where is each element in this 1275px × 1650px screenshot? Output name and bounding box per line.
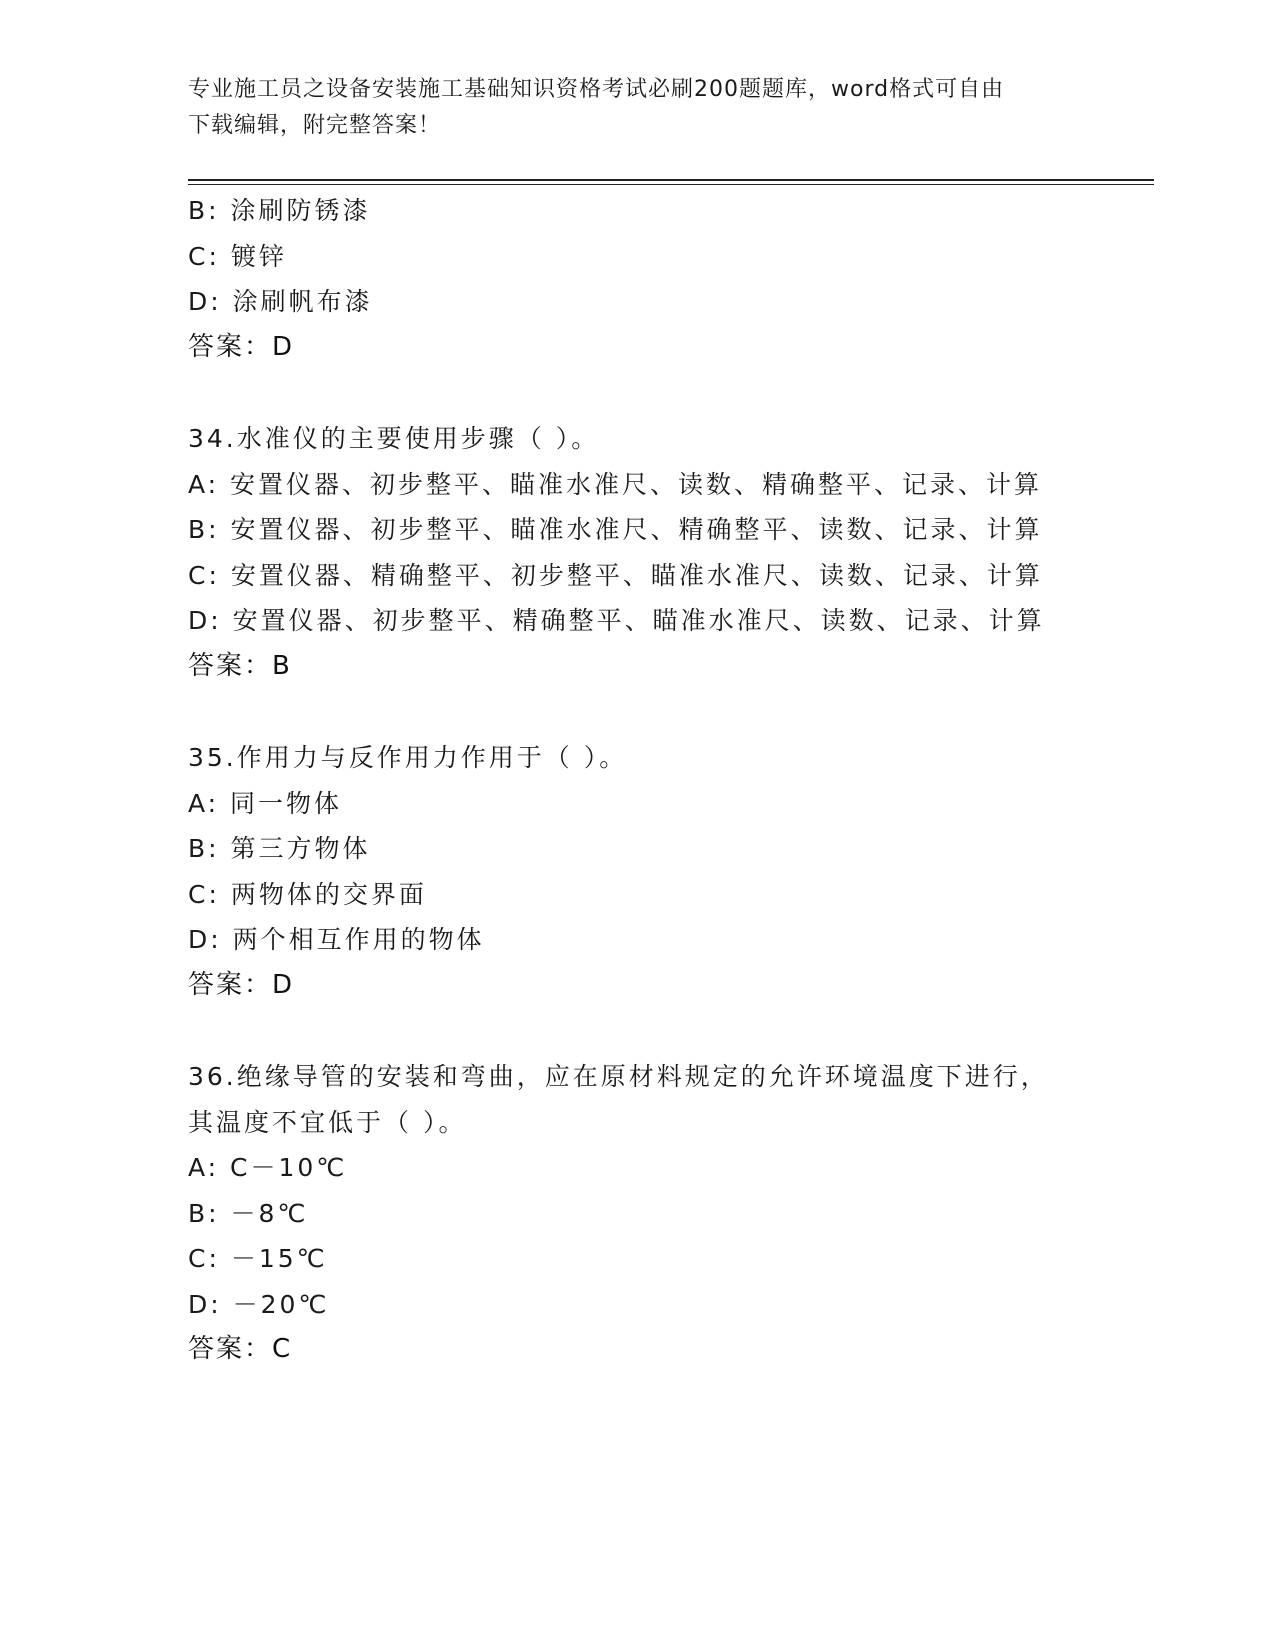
option-d: D: 两个相互作用的物体 [188, 925, 485, 954]
option-c: C: 安置仪器、精确整平、初步整平、瞄准水准尺、读数、记录、计算 [188, 560, 1043, 590]
spacer [188, 1008, 1154, 1054]
spacer [188, 689, 1154, 735]
question-36 [188, 1054, 1154, 1373]
question-35 [188, 735, 1154, 1008]
answer-line: 答案：D [188, 331, 295, 362]
answer-line: 答案：D [188, 969, 295, 1000]
header-divider-thick [188, 179, 1154, 181]
option-c: C: 两物体的交界面 [188, 879, 427, 909]
answer-line: 答案：B [188, 650, 292, 681]
option-a: A: C－10℃ [188, 1153, 348, 1182]
question-34 [188, 416, 1154, 689]
question-stem-line-1: 36.绝缘导管的安装和弯曲，应在原材料规定的允许环境温度下进行， [188, 1062, 1049, 1091]
spacer [188, 370, 1154, 416]
question-33-continuation [188, 188, 1154, 370]
option-d: D: 涂刷帆布漆 [188, 287, 373, 316]
option-b: B: 安置仪器、初步整平、瞄准水准尺、精确整平、读数、记录、计算 [188, 515, 1043, 544]
header-line-1: 专业施工员之设备安装施工基础知识资格考试必刷200题题库，word格式可自由 [188, 77, 1005, 102]
question-list [188, 188, 1154, 1373]
option-a: A: 安置仪器、初步整平、瞄准水准尺、读数、精确整平、记录、计算 [188, 469, 1043, 499]
option-a: A: 同一物体 [188, 788, 343, 818]
option-c: C: －15℃ [188, 1244, 328, 1273]
header-line-2: 下载编辑，附完整答案！ [188, 113, 442, 138]
option-b: B: －8℃ [188, 1198, 309, 1228]
answer-line: 答案：C [188, 1334, 293, 1364]
option-c: C: 镀锌 [188, 241, 287, 271]
question-stem: 35.作用力与反作用力作用于（ ）。 [188, 743, 628, 772]
option-d: D: 安置仪器、初步整平、精确整平、瞄准水准尺、读数、记录、计算 [188, 606, 1045, 635]
option-b: B: 第三方物体 [188, 834, 371, 863]
question-stem: 34.水准仪的主要使用步骤（ ）。 [188, 424, 600, 453]
header-divider-thin [188, 184, 1154, 185]
option-b: B: 涂刷防锈漆 [188, 196, 371, 225]
question-stem-line-2: 其温度不宜低于（ ）。 [188, 1107, 467, 1137]
option-d: D: －20℃ [188, 1289, 330, 1319]
document-header [188, 72, 1088, 144]
